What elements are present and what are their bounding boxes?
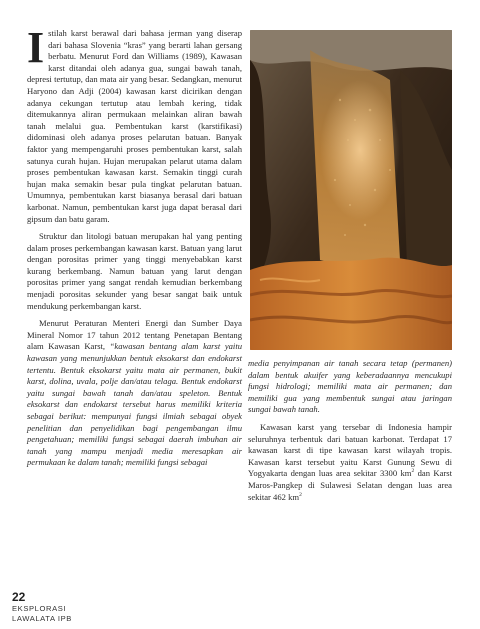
paragraph-regulation: [27, 318, 242, 469]
cave-photo: [250, 30, 452, 350]
page-footer: [12, 591, 72, 624]
page-number: 22: [12, 590, 26, 604]
superscript-2-b: 2: [299, 491, 302, 498]
drop-cap: I: [27, 23, 45, 72]
paragraph-intro: [27, 23, 242, 225]
regulation-quote-continued: media penyimpanan air tanah secara tetap (permanen) dalam bentuk akuifer yang keberadaannya mencukupi fungsi hidrologi; memiliki mata air permanen; dan memiliki gua yang membentuk sungai atau jaringan sungai bawah tanah.: [248, 358, 452, 415]
publication-name: EKSPLORASI: [12, 604, 67, 613]
paragraph-regulation-continued: [248, 358, 452, 416]
regulation-text: Menurut Peraturan Menteri Energi dan Sumber Daya Mineral Nomor 17 tahun 2012 tentang Penetapan Bentang alam Kawasan Karst,: [27, 318, 242, 352]
publisher-name: LAWALATA IPB: [12, 614, 72, 623]
regulation-quote: “kawasan bentang alam karst yaitu kawasan yang menunjukkan bentuk eksokarst dan endokarst tertentu. Bentuk eksokarst yaitu mata air permanen, bukit karst, dolina, uvala, polje dan/atau telaga. Bentuk endokarst yaitu sungai bawah tanah dan/atau speleton. Bentuk eksokarst dan endokarst tersebut harus memiliki kriteria sebagai berikut: mempunyai fungsi ilmiah sebagai obyek penelitian dan penyelidikan bagi pengembangan ilmu pengetahuan; memiliki fungsi sebagai daerah imbuhan air tanah yang mampu menjadi media meresapkan air permukaan ke dalam tanah; memiliki fungsi sebagai: [27, 341, 243, 468]
indonesia-text-b: dan Karst Maros-Pangkep di Sulawesi Selatan dengan luas area sekitar 462 km: [248, 468, 452, 502]
intro-text: stilah karst berawal dari bahasa jerman yang diserap dari bahasa Slovenia “kras” yang berarti lahan gersang berbatu. Menurut Ford dan Williams (1989), Kawasan karst ditandai oleh adanya gua, sungai bawah tanah, depresi tertutup, dan mata air yang besar. Sedangkan, menurut Haryono dan Adji (2004) kawasan karst dicirikan dengan adanya cekungan tertutup atau lembah kering, tidak ditemukannya aliran permukaan melainkan aliran bawah tanah melalui gua. Pembentukan karst (karstifikasi) didominasi oleh adanya proses pelarutan batuan. Banyak faktor yang mempengaruhi proses pembentukan karst, salah satunya curah hujan. Hujan merupakan pelarut utama dalam proses pembentukan kawasan karst. Semakin tinggi curah hujan maka semakin besar pula tingkat pelarutan batuan. Umumnya, pembentukan karst biasanya berasal dari batuan karbonat. Namun, pembentukan karst juga dapat berasal dari gipsum dan batu garam.: [27, 28, 242, 224]
paragraph-structure: Struktur dan litologi batuan merupakan hal yang penting dalam proses perkembangan kawasan karst. Batuan yang larut dengan porositas primer yang tinggi menyebabkan karst kurang berkembang. Namun batuan yang larut dengan porositas primer yang sangat rendah kemudian berkembang menjadi porositas sekunder yang besar sangat baik untuk mendukung perkembangan karst.: [27, 231, 242, 311]
superscript-2-a: 2: [411, 468, 415, 475]
paragraph-indonesia: [248, 422, 452, 503]
left-text-column: [27, 23, 243, 475]
indonesia-text-a: Kawasan karst yang tersebar di Indonesia hampir seluruhnya terbentuk dari batuan karbonat. Terdapat 17 kawasan karst di tipe kawasan karst wilayah tropis. Kawasan karst tersebut yaitu Karst Gunung Sewu di Yogyakarta dengan luas area sekitar 3300 km: [248, 421, 452, 479]
right-text-column: [248, 358, 452, 509]
